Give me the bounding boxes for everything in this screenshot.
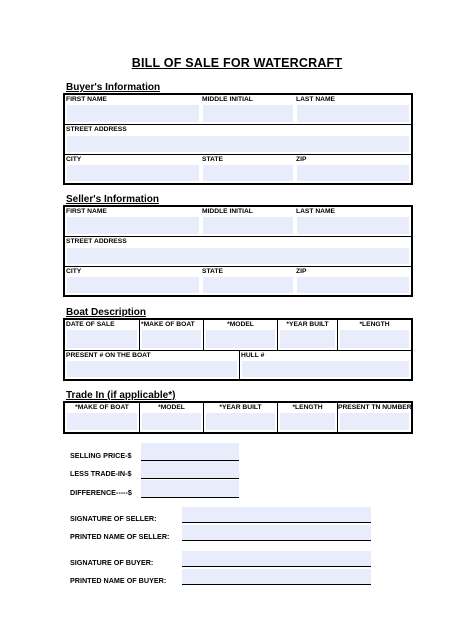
hull-number-cell (239, 351, 411, 379)
boat-year-built-cell (277, 320, 337, 350)
trade-in-table (63, 401, 413, 434)
seller-street-address-field[interactable] (67, 248, 409, 264)
seller-first-name-cell (65, 207, 201, 236)
buyer-first-name-cell (65, 95, 201, 124)
buyer-state-field[interactable] (203, 165, 293, 181)
trade-in-present-tn-cell (337, 403, 411, 432)
seller-first-name-field[interactable] (67, 217, 199, 234)
trade-in-present-tn-field[interactable] (340, 413, 409, 430)
printed-name-of-buyer-field[interactable] (182, 569, 371, 585)
seller-first-name-label: FIRST NAME (66, 208, 107, 215)
less-trade-in-field[interactable] (141, 461, 239, 479)
seller-middle-initial-cell (201, 207, 295, 236)
seller-state-label: STATE (202, 268, 223, 275)
seller-address-row (65, 236, 411, 266)
signature-of-buyer-field[interactable] (182, 551, 371, 567)
boat-section-heading: Boat Description (66, 307, 147, 318)
seller-zip-cell (295, 267, 411, 295)
trade-in-model-cell (139, 403, 203, 432)
buyer-zip-cell (295, 155, 411, 183)
seller-section-heading: Seller's Information (66, 194, 159, 205)
boat-description-table (63, 318, 413, 381)
buyer-street-address-label: STREET ADDRESS (66, 126, 127, 133)
seller-zip-field[interactable] (297, 277, 409, 293)
buyer-zip-label: ZIP (296, 156, 307, 163)
boat-details-row (65, 320, 411, 350)
selling-price-label: SELLING PRICE-$ (70, 451, 132, 460)
trade-in-make-field[interactable] (67, 413, 137, 430)
date-of-sale-label: DATE OF SALE (66, 321, 115, 328)
signature-of-seller-line (182, 522, 371, 523)
boat-length-label: *LENGTH (359, 321, 390, 328)
boat-model-cell (203, 320, 277, 350)
trade-in-length-field[interactable] (280, 413, 335, 430)
seller-last-name-label: LAST NAME (296, 208, 336, 215)
present-number-label: PRESENT # ON THE BOAT (66, 352, 151, 359)
buyer-address-row (65, 124, 411, 154)
present-number-cell (65, 351, 239, 379)
buyer-middle-initial-field[interactable] (203, 105, 293, 122)
printed-name-of-seller-label: PRINTED NAME OF SELLER: (70, 532, 170, 541)
buyer-first-name-field[interactable] (67, 105, 199, 122)
seller-street-address-label: STREET ADDRESS (66, 238, 127, 245)
boat-model-field[interactable] (206, 330, 275, 348)
boat-make-field[interactable] (142, 330, 201, 348)
seller-city-label: CITY (66, 268, 82, 275)
trade-in-length-cell (277, 403, 337, 432)
difference-field[interactable] (141, 480, 239, 498)
printed-name-of-buyer-line (182, 584, 371, 585)
hull-number-label: HULL # (241, 352, 265, 359)
boat-make-label: *MAKE OF BOAT (141, 321, 195, 328)
seller-city-field[interactable] (67, 277, 199, 293)
hull-number-field[interactable] (242, 361, 409, 377)
printed-name-of-seller-field[interactable] (182, 525, 371, 541)
buyer-middle-initial-cell (201, 95, 295, 124)
buyer-name-row (65, 95, 411, 124)
seller-middle-initial-field[interactable] (203, 217, 293, 234)
boat-make-cell (139, 320, 203, 350)
trade-in-year-built-field[interactable] (206, 413, 275, 430)
buyer-zip-field[interactable] (297, 165, 409, 181)
buyer-last-name-cell (295, 95, 411, 124)
seller-last-name-field[interactable] (297, 217, 409, 234)
trade-in-model-field[interactable] (142, 413, 201, 430)
date-of-sale-field[interactable] (67, 330, 137, 348)
seller-city-row (65, 266, 411, 295)
seller-last-name-cell (295, 207, 411, 236)
boat-length-cell (337, 320, 411, 350)
trade-in-section-heading: Trade In (if applicable*) (66, 390, 176, 401)
less-trade-in-line (141, 478, 239, 479)
date-of-sale-cell (65, 320, 139, 350)
buyer-city-row (65, 154, 411, 183)
buyer-section-heading: Buyer's Information (66, 82, 161, 93)
seller-middle-initial-label: MIDDLE INITIAL (202, 208, 253, 215)
trade-in-year-built-cell (203, 403, 277, 432)
trade-in-length-label: *LENGTH (292, 404, 323, 411)
seller-zip-label: ZIP (296, 268, 307, 275)
buyer-street-address-field[interactable] (67, 136, 409, 152)
trade-in-make-label: *MAKE OF BOAT (75, 404, 129, 411)
buyer-city-label: CITY (66, 156, 82, 163)
seller-state-field[interactable] (203, 277, 293, 293)
seller-city-cell (65, 267, 201, 295)
buyer-city-cell (65, 155, 201, 183)
trade-in-row (65, 403, 411, 432)
trade-in-make-cell (65, 403, 139, 432)
boat-model-label: *MODEL (227, 321, 254, 328)
document-title: BILL OF SALE FOR WATERCRAFT (131, 56, 343, 70)
signature-of-seller-field[interactable] (182, 507, 371, 523)
signature-of-seller-label: SIGNATURE OF SELLER: (70, 514, 157, 523)
buyer-state-cell (201, 155, 295, 183)
seller-state-cell (201, 267, 295, 295)
difference-label: DIFFERENCE-----$ (70, 488, 132, 497)
buyer-last-name-label: LAST NAME (296, 96, 336, 103)
buyer-state-label: STATE (202, 156, 223, 163)
present-number-field[interactable] (67, 361, 237, 377)
signature-of-buyer-label: SIGNATURE OF BUYER: (70, 558, 154, 567)
printed-name-of-seller-line (182, 540, 371, 541)
trade-in-year-built-label: *YEAR BUILT (219, 404, 262, 411)
buyer-last-name-field[interactable] (297, 105, 409, 122)
selling-price-field[interactable] (141, 443, 239, 461)
buyer-city-field[interactable] (67, 165, 199, 181)
seller-information-table (63, 205, 413, 297)
boat-length-field[interactable] (340, 330, 409, 348)
signature-of-buyer-line (182, 566, 371, 567)
printed-name-of-buyer-label: PRINTED NAME OF BUYER: (70, 576, 167, 585)
buyer-first-name-label: FIRST NAME (66, 96, 107, 103)
boat-year-built-label: *YEAR BUILT (286, 321, 329, 328)
difference-line (141, 497, 239, 498)
buyer-middle-initial-label: MIDDLE INITIAL (202, 96, 253, 103)
trade-in-present-tn-label: PRESENT TN NUMBER (338, 404, 412, 411)
boat-ids-row (65, 350, 411, 379)
boat-year-built-field[interactable] (280, 330, 335, 348)
trade-in-model-label: *MODEL (158, 404, 185, 411)
seller-name-row (65, 207, 411, 236)
buyer-information-table (63, 93, 413, 185)
less-trade-in-label: LESS TRADE-IN-$ (70, 469, 132, 478)
